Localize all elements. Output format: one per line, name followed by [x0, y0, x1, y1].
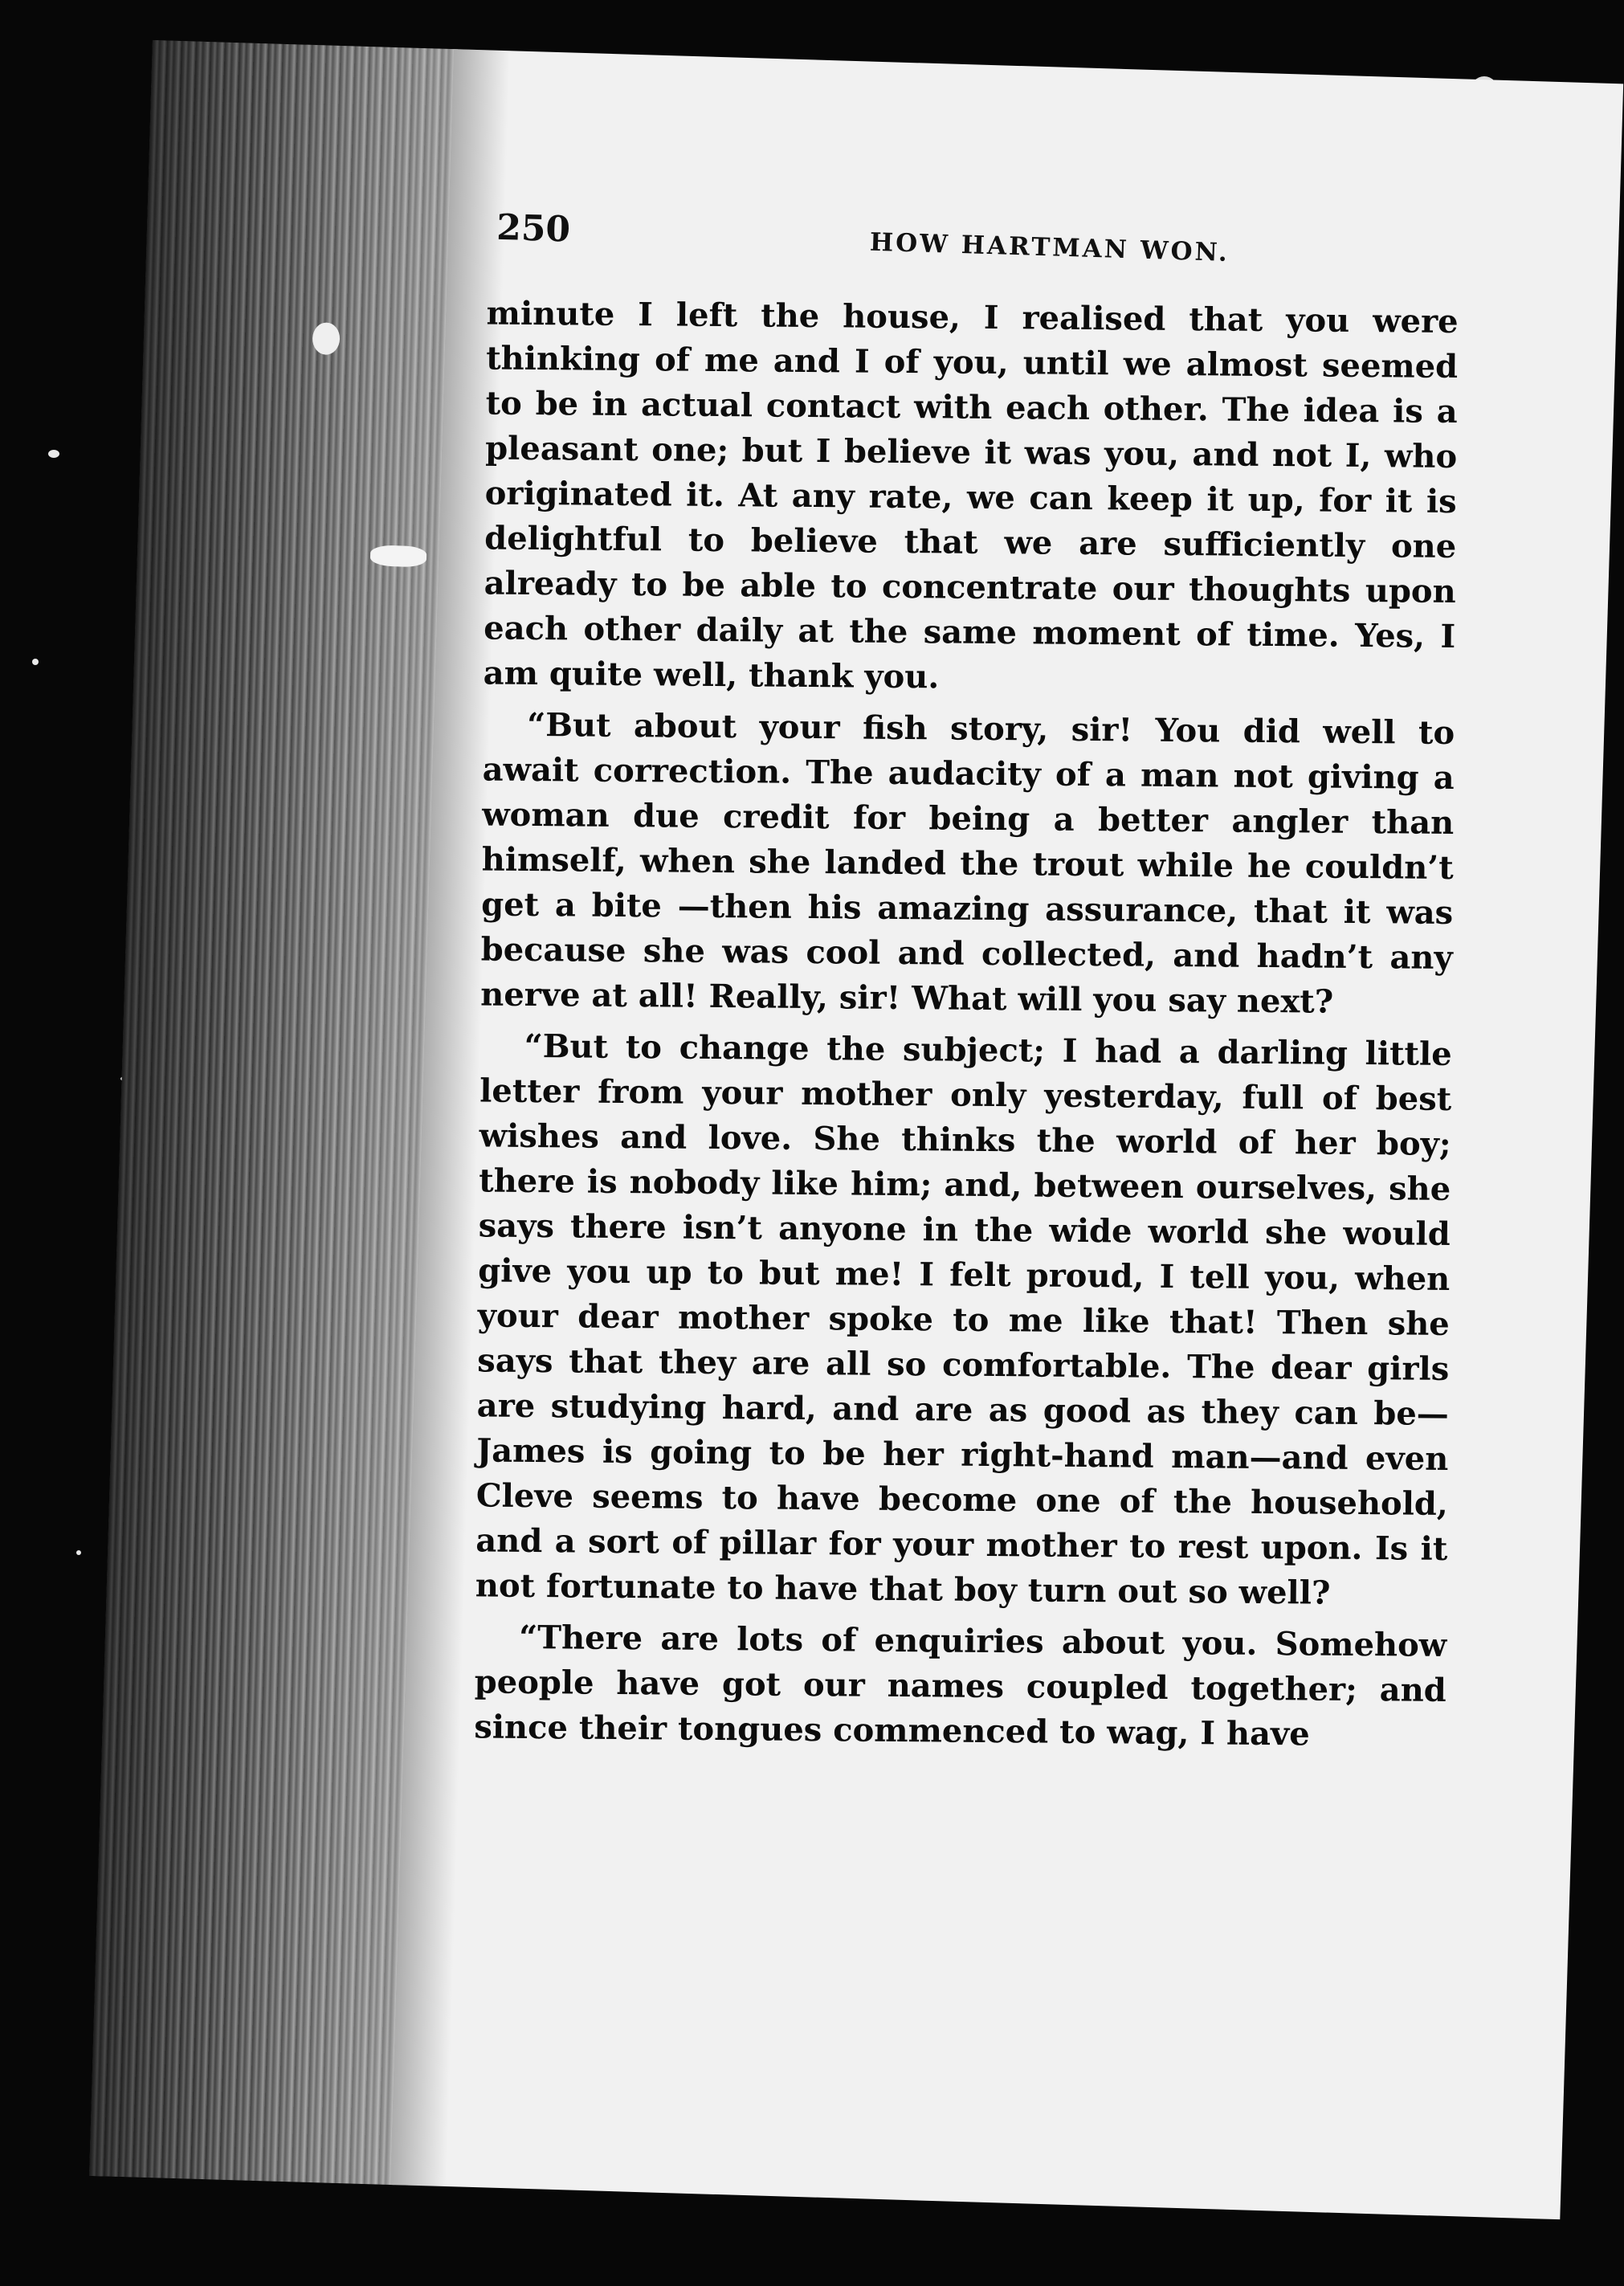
page-number: 250: [496, 206, 571, 251]
paper-blemish: [370, 545, 427, 567]
book: [88, 40, 1623, 2251]
body-text: [474, 291, 1459, 1764]
running-head: HOW HARTMAN WON.: [869, 227, 1230, 267]
scan-speck: [48, 450, 59, 458]
scan-speck: [32, 659, 39, 665]
paragraph: “But about your fish story, sir! You did well to await correction. The audacity of a man not giving a woman due credit for being a better angler than himself, when she landed the trout while he couldn’t get a bite —then his amazing assurance, that it was because she was cool and collected, and hadn’t any nerve at all! Really, sir! What will you say next?: [480, 705, 1455, 1021]
paragraph: “But to change the subject; I had a darling little letter from your mother only yesterday, full of best wishes and love. She thinks the world of her boy; there is nobody like him; and, between ourselves, she says there isn’t anyone in the wide world she would give you up to but me! I felt proud, I tell you, when your dear mother spoke to me like that! Then she says that they are all so comfortable. The dear girls are studying hard, and are as good as they can be—James is going to be her right-hand man—and even Cleve seems to have become one of the household, and a sort of pillar for your mother to rest upon. Is it not fortunate to have that boy turn out so well?: [475, 1027, 1452, 1612]
scan-speck: [76, 1550, 81, 1555]
paragraph: “There are lots of enquiries about you. Somehow people have got our names coupled together; and since their tongues commenced to wag, I have: [474, 1618, 1447, 1753]
paragraph: minute I left the house, I realised that you were thinking of me and I of you, until we almost seemed to be in actual contact with each other. The idea is a pleasant one; but I believe it was you, and not I, who originated it. At any rate, we can keep it up, for it is delightful to believe that we are sufficiently one already to be able to concentrate our thoughts upon each other daily at the same moment of time. Yes, I am quite well, thank you.: [483, 294, 1459, 696]
